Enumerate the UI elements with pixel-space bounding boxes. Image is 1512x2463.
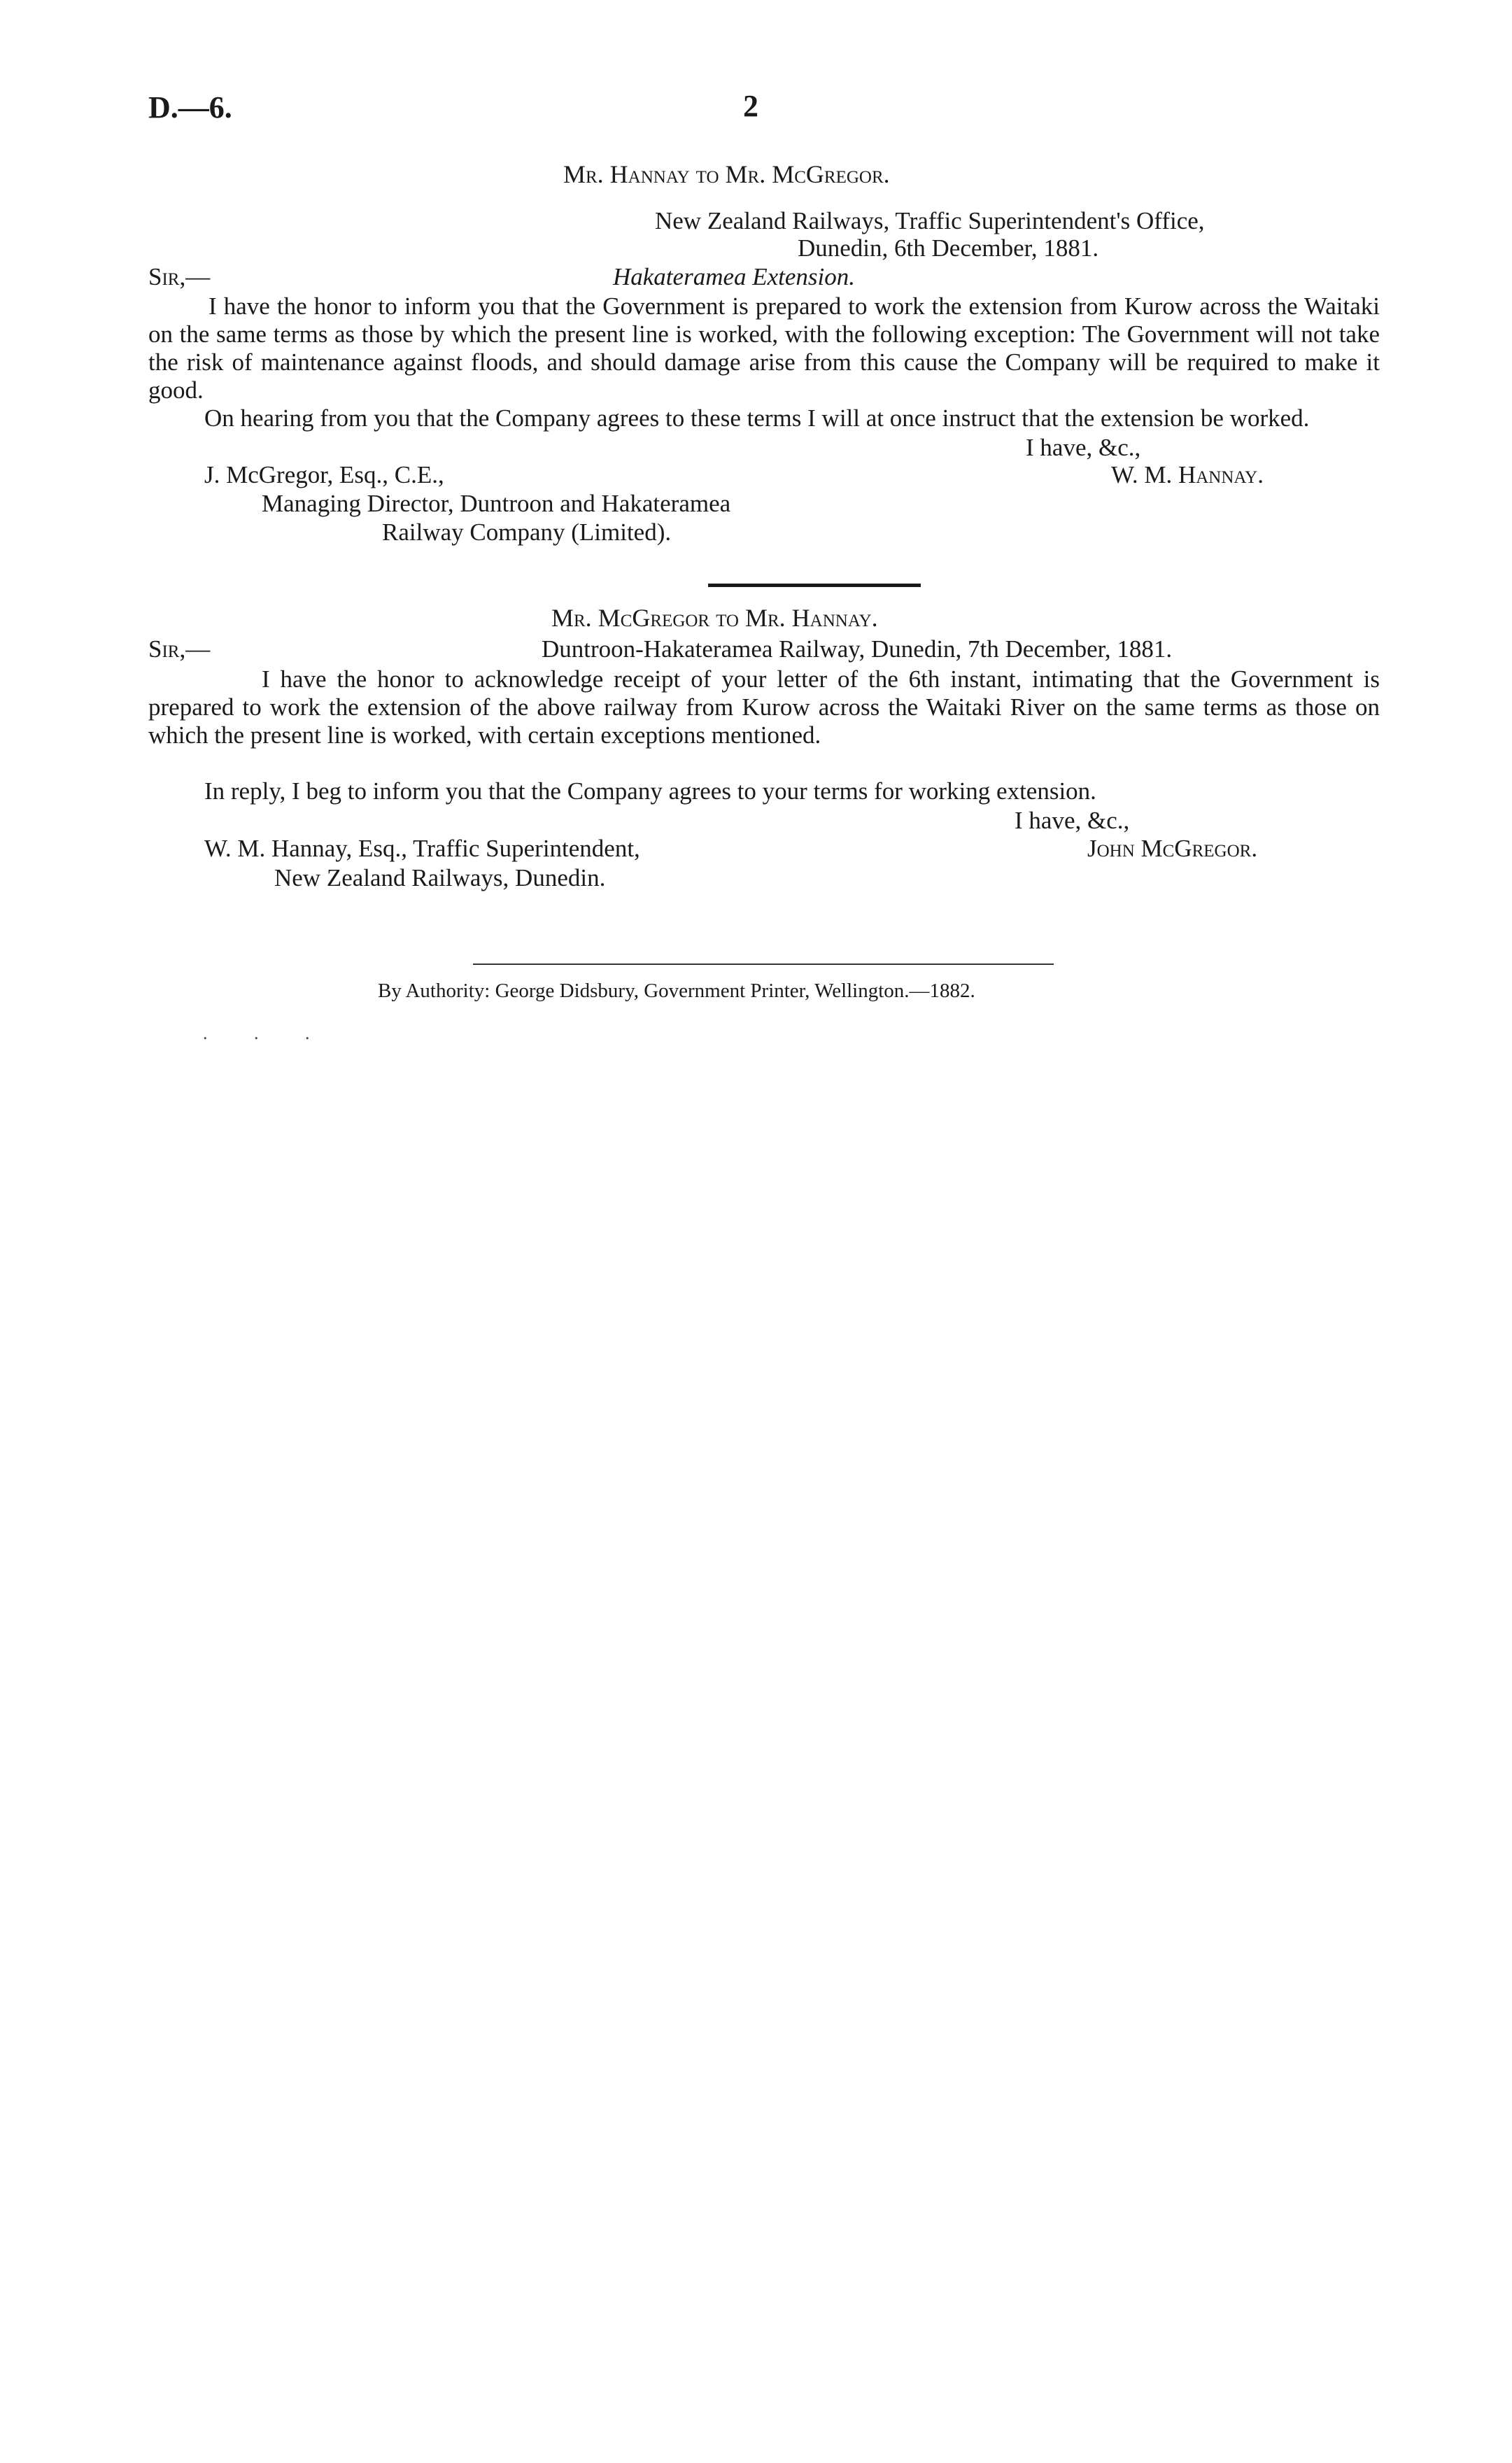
page-number: 2 xyxy=(743,89,758,123)
letter2-address: Duntroon-Hakateramea Railway, Dunedin, 7th December, 1881. xyxy=(542,635,1173,663)
letter1-addressee-line1: J. McGregor, Esq., C.E., xyxy=(204,461,444,488)
printer-imprint: By Authority: George Didsbury, Government Printer, Wellington.—1882. xyxy=(378,980,975,1002)
letter1-paragraph-2 xyxy=(148,404,1380,432)
letter1-signature: W. M. Hannay. xyxy=(1111,461,1264,488)
letter1-heading: Mr. Hannay to Mr. McGregor. xyxy=(563,160,890,188)
letter2-heading: Mr. McGregor to Mr. Hannay. xyxy=(551,604,878,632)
letter1-addressee-line3: Railway Company (Limited). xyxy=(382,518,672,546)
letter2-closing: I have, &c., xyxy=(1015,807,1130,834)
letter2-addressee-line1: W. M. Hannay, Esq., Traffic Superintendent, xyxy=(204,835,640,862)
letter1-subject: Hakateramea Extension. xyxy=(613,263,856,290)
letter1-address-line1: New Zealand Railways, Traffic Superintendent's Office, xyxy=(655,207,1205,234)
letter2-paragraph-1-text: I have the honor to acknowledge receipt of your letter of the 6th instant, intimating that the Government is prepared to work the extension of the above railway from Kurow across the Waitaki River on the same terms as those on which the present line is worked, with certain exceptions mentioned. xyxy=(148,665,1380,749)
print-specks: . . . xyxy=(203,1023,331,1043)
letter2-addressee-line2: New Zealand Railways, Dunedin. xyxy=(274,864,606,891)
letter1-closing: I have, &c., xyxy=(1026,434,1141,461)
letter2-paragraph-2 xyxy=(148,777,1380,805)
letter1-paragraph-1-text: I have the honor to inform you that the Government is prepared to work the extension from Kurow across the Waitaki on the same terms as those by which the present line is worked, with the following exception: The Government will not take the risk of maintenance against floods, and should damage arise from this cause the Company will be required to make it good. xyxy=(148,292,1380,404)
section-divider xyxy=(708,584,921,587)
letter2-signature: John McGregor. xyxy=(1087,835,1258,862)
document-reference: D.—6. xyxy=(148,90,232,125)
letter1-paragraph-2-text: On hearing from you that the Company agrees to these terms I will at once instruct that the extension be worked. xyxy=(204,404,1310,432)
footer-rule xyxy=(473,964,1054,965)
letter1-salutation: Sir,— xyxy=(148,263,211,290)
letter2-salutation: Sir,— xyxy=(148,635,211,663)
letter1-paragraph-1 xyxy=(148,292,1380,404)
letter2-paragraph-1 xyxy=(148,665,1380,749)
letter1-addressee-line2: Managing Director, Duntroon and Hakateramea xyxy=(262,490,731,517)
letter2-paragraph-2-text: In reply, I beg to inform you that the Company agrees to your terms for working extension. xyxy=(204,777,1096,805)
letter1-address-line2: Dunedin, 6th December, 1881. xyxy=(798,234,1099,262)
